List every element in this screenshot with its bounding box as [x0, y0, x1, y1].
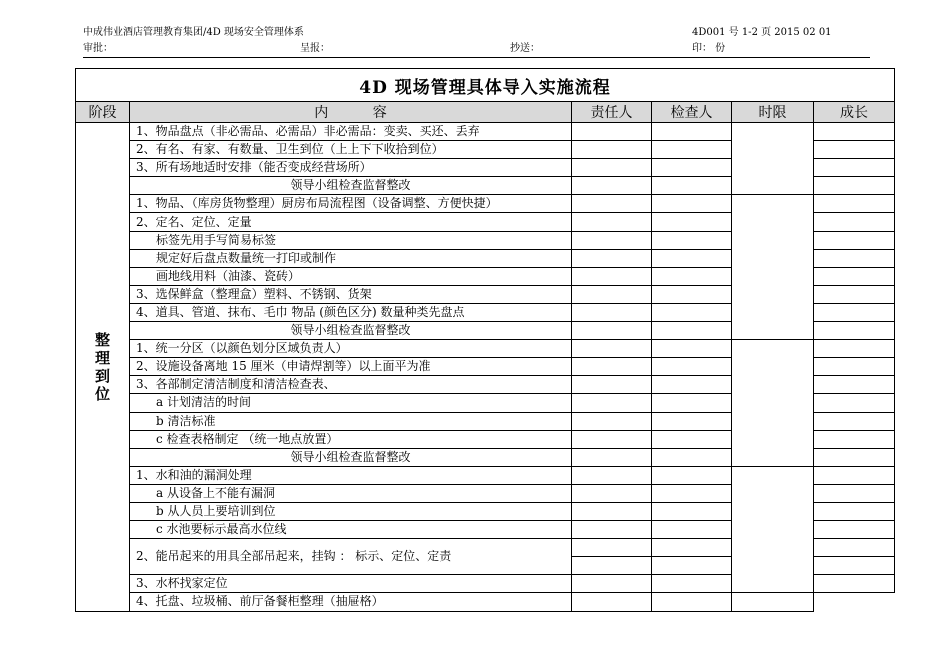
row-content: 领导小组检查监督整改 — [130, 448, 572, 466]
row-content: a 从设备上不能有漏洞 — [130, 484, 572, 502]
inspector-cell[interactable] — [652, 502, 732, 520]
header-stage: 阶段 — [76, 102, 130, 123]
row-content: 1、物品盘点（非必需品、必需品）非必需品：变卖、买还、丢弃 — [130, 123, 572, 141]
responsible-cell[interactable] — [572, 322, 652, 340]
row-content: 4、道具、管道、抹布、毛巾 物品 (颜色区分) 数量种类先盘点 — [130, 303, 572, 321]
responsible-cell[interactable] — [572, 249, 652, 267]
company-header: 中成伟业酒店管理教育集团/4D 现场安全管理体系 — [83, 27, 304, 38]
responsible-cell[interactable] — [572, 521, 652, 539]
row-content: 画地线用料（油漆、瓷砖） — [130, 267, 572, 285]
deadline-cell[interactable] — [732, 466, 814, 593]
header-content: 内 容 — [130, 102, 572, 123]
growth-cell[interactable] — [814, 285, 895, 303]
inspector-cell[interactable] — [652, 466, 732, 484]
row-content: 2、定名、定位、定量 — [130, 213, 572, 231]
column-header-row — [76, 102, 895, 123]
inspector-cell[interactable] — [652, 412, 732, 430]
row-content: 3、水杯找家定位 — [130, 575, 572, 593]
responsible-cell[interactable] — [572, 394, 652, 412]
row-content: 4、托盘、垃圾桶、前厅备餐柜整理（抽屉格） — [130, 593, 572, 611]
growth-cell[interactable] — [814, 231, 895, 249]
row-content: 领导小组检查监督整改 — [130, 177, 572, 195]
responsible-cell[interactable] — [572, 412, 652, 430]
row-content: a 计划清洁的时间 — [130, 394, 572, 412]
row-content: 规定好后盘点数量统一打印或制作 — [130, 249, 572, 267]
table-row — [76, 123, 895, 141]
table-row — [76, 195, 895, 213]
growth-cell[interactable] — [814, 484, 895, 502]
row-content: 领导小组检查监督整改 — [130, 322, 572, 340]
responsible-cell[interactable] — [572, 358, 652, 376]
header-growth: 成长 — [814, 102, 895, 123]
deadline-cell[interactable] — [732, 195, 814, 340]
growth-cell[interactable] — [814, 141, 895, 159]
header-responsible: 责任人 — [572, 102, 652, 123]
responsible-cell[interactable] — [572, 123, 652, 141]
header-inspector: 检查人 — [652, 102, 732, 123]
responsible-cell[interactable] — [572, 376, 652, 394]
responsible-cell[interactable] — [572, 213, 652, 231]
responsible-cell[interactable] — [572, 484, 652, 502]
stage-cell — [76, 123, 130, 612]
row-content: 1、统一分区（以颜色划分区域负责人） — [130, 340, 572, 358]
responsible-cell[interactable] — [572, 539, 652, 575]
responsible-cell[interactable] — [572, 593, 652, 611]
document-number: 4D001 号 1-2 页 2015 02 01 — [692, 27, 832, 38]
inspector-cell[interactable] — [652, 593, 732, 611]
inspector-cell[interactable] — [652, 448, 732, 466]
inspector-cell[interactable] — [652, 303, 732, 321]
row-content: 2、有名、有家、有数量、卫生到位（上上下下收拾到位） — [130, 141, 572, 159]
growth-cell[interactable] — [732, 593, 814, 611]
growth-cell[interactable] — [814, 430, 895, 448]
growth-cell[interactable] — [814, 376, 895, 394]
responsible-cell[interactable] — [572, 303, 652, 321]
responsible-cell[interactable] — [572, 177, 652, 195]
table-row — [76, 466, 895, 484]
row-content: c 检查表格制定 （统一地点放置） — [130, 430, 572, 448]
responsible-cell[interactable] — [572, 466, 652, 484]
growth-cell[interactable] — [814, 249, 895, 267]
cc-label: 抄送： — [510, 43, 540, 54]
growth-cell[interactable] — [814, 159, 895, 177]
responsible-cell[interactable] — [572, 448, 652, 466]
growth-cell[interactable] — [814, 502, 895, 520]
growth-cell[interactable] — [814, 195, 895, 213]
growth-cell[interactable] — [814, 303, 895, 321]
growth-cell[interactable] — [814, 466, 895, 484]
inspector-cell[interactable] — [652, 358, 732, 376]
growth-cell[interactable] — [814, 340, 895, 358]
inspector-cell[interactable] — [652, 123, 732, 141]
growth-cell[interactable] — [814, 412, 895, 430]
growth-cell[interactable] — [814, 123, 895, 141]
inspector-cell[interactable] — [652, 285, 732, 303]
header-deadline: 时限 — [732, 102, 814, 123]
row-content: 1、物品、（库房货物整理）厨房布局流程图（设备调整、方便快捷） — [130, 195, 572, 213]
header-divider — [83, 57, 870, 58]
inspector-cell[interactable] — [652, 340, 732, 358]
responsible-cell[interactable] — [572, 141, 652, 159]
inspector-cell[interactable] — [652, 394, 732, 412]
submitted-label: 呈报： — [300, 43, 330, 54]
inspector-cell[interactable] — [652, 376, 732, 394]
row-content: 2、设施设备离地 15 厘米（申请焊割等）以上面平为准 — [130, 358, 572, 376]
row-content: 2、能吊起来的用具全部吊起来，挂钩 ： 标示、定位、定责 — [130, 539, 572, 575]
growth-cell[interactable] — [814, 448, 895, 466]
inspector-cell[interactable] — [652, 213, 732, 231]
responsible-cell[interactable] — [572, 430, 652, 448]
stage-label: 整理到位 — [94, 330, 110, 403]
inspector-cell[interactable] — [652, 249, 732, 267]
growth-cell[interactable] — [814, 177, 895, 195]
responsible-cell[interactable] — [572, 285, 652, 303]
deadline-cell[interactable] — [732, 340, 814, 467]
responsible-cell[interactable] — [572, 195, 652, 213]
inspector-cell[interactable] — [652, 322, 732, 340]
responsible-cell[interactable] — [572, 159, 652, 177]
row-content: c 水池要标示最高水位线 — [130, 521, 572, 539]
responsible-cell[interactable] — [572, 502, 652, 520]
inspector-cell[interactable] — [652, 484, 732, 502]
table-row — [76, 340, 895, 358]
inspector-cell[interactable] — [652, 521, 732, 539]
inspector-cell[interactable] — [652, 267, 732, 285]
row-content: b 从人员上要培训到位 — [130, 502, 572, 520]
row-content: 3、所有场地适时安排（能否变成经营场所） — [130, 159, 572, 177]
inspector-cell[interactable] — [652, 177, 732, 195]
growth-cell[interactable] — [814, 267, 895, 285]
growth-cell[interactable] — [814, 575, 895, 593]
inspector-cell[interactable] — [652, 539, 732, 575]
copies-label: 印： 份 — [692, 43, 726, 54]
growth-cell[interactable] — [814, 521, 895, 539]
table-row — [76, 593, 895, 611]
responsible-cell[interactable] — [572, 340, 652, 358]
inspector-cell[interactable] — [652, 141, 732, 159]
approval-label: 审批： — [83, 43, 113, 54]
responsible-cell[interactable] — [572, 231, 652, 249]
implementation-table — [75, 68, 895, 612]
responsible-cell[interactable] — [572, 575, 652, 593]
row-content: 3、各部制定清洁制度和清洁检查表、 — [130, 376, 572, 394]
row-content: b 清洁标准 — [130, 412, 572, 430]
inspector-cell[interactable] — [652, 195, 732, 213]
inspector-cell[interactable] — [652, 575, 732, 593]
inspector-cell[interactable] — [652, 159, 732, 177]
growth-cell[interactable] — [814, 394, 895, 412]
inspector-cell[interactable] — [652, 430, 732, 448]
row-content: 1、水和油的漏洞处理 — [130, 466, 572, 484]
row-content: 3、选保鲜盒（整理盒）塑料、不锈钢、货架 — [130, 285, 572, 303]
growth-cell[interactable] — [814, 539, 895, 575]
responsible-cell[interactable] — [572, 267, 652, 285]
growth-cell[interactable] — [814, 213, 895, 231]
table-title: 4D 现场管理具体导入实施流程 — [76, 69, 895, 102]
growth-cell[interactable] — [814, 322, 895, 340]
inspector-cell[interactable] — [652, 231, 732, 249]
growth-cell[interactable] — [814, 358, 895, 376]
deadline-cell[interactable] — [732, 123, 814, 195]
row-content: 标签先用手写简易标签 — [130, 231, 572, 249]
